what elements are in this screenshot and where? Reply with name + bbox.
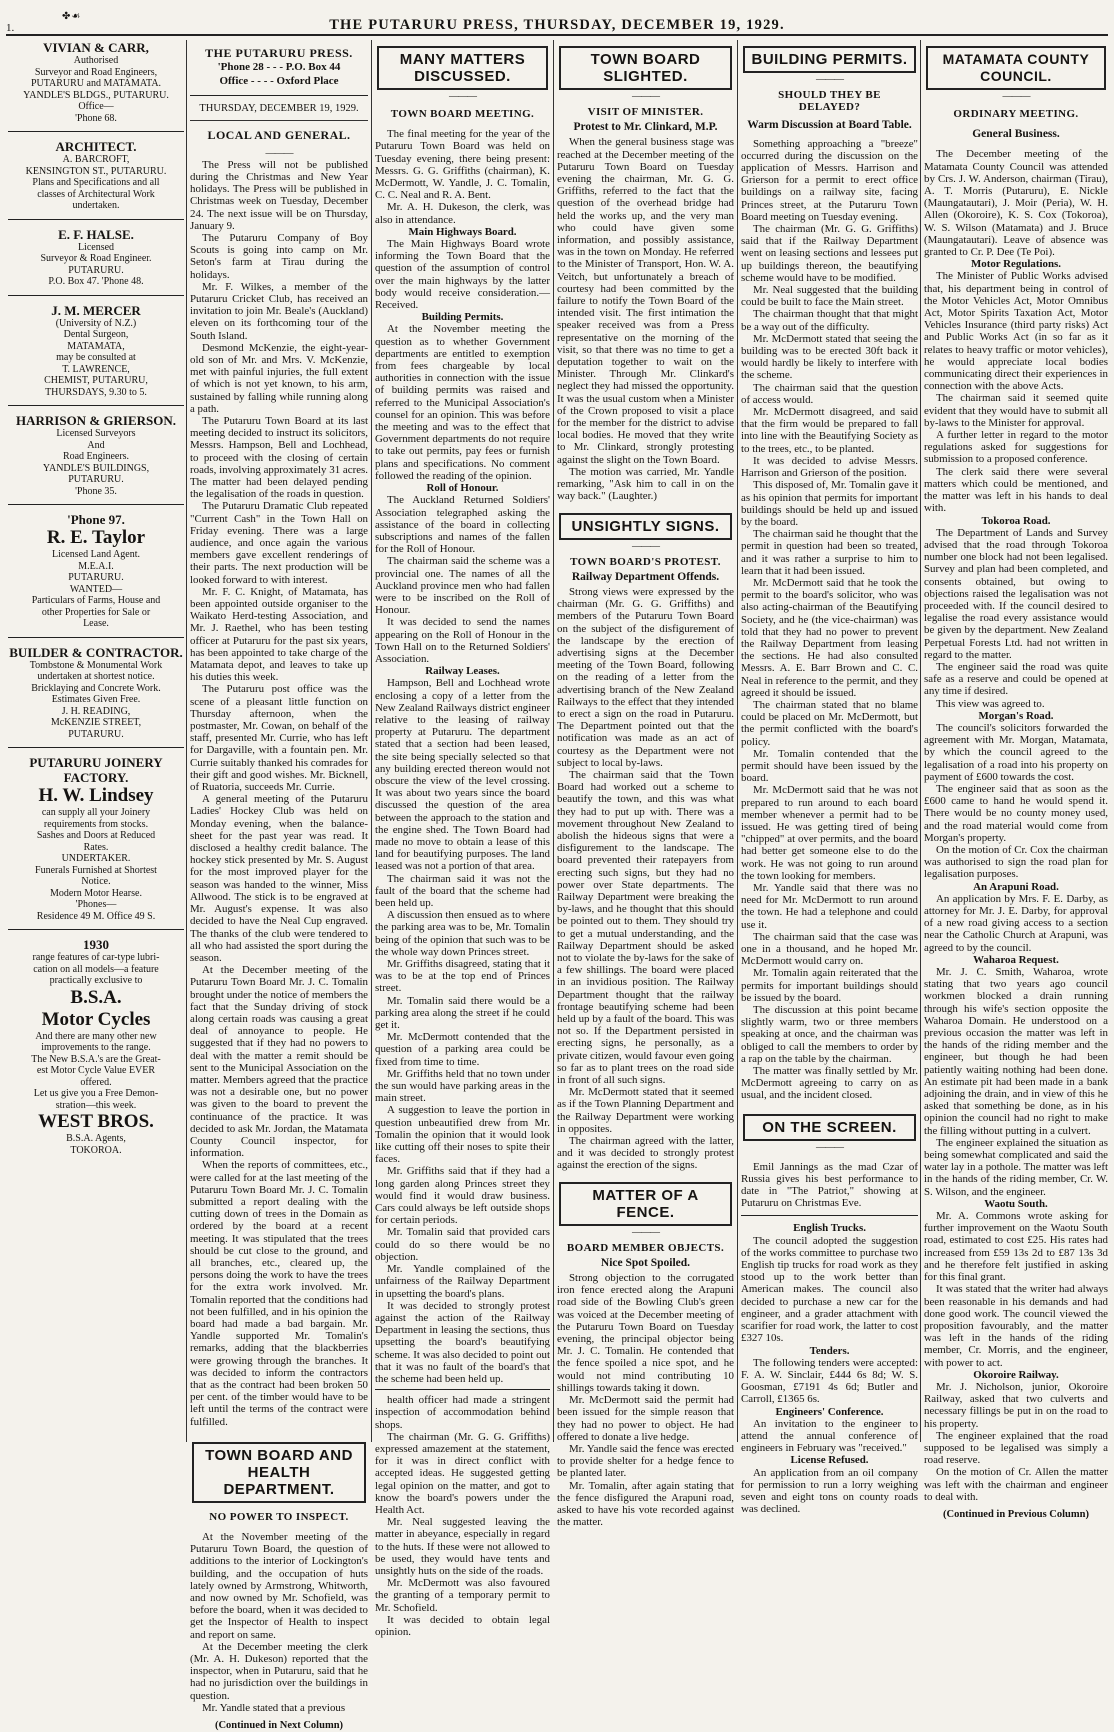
- ad-line: M.E.A.I.: [78, 560, 114, 572]
- article-paragraph: The chairman (Mr. G. G. Griffiths) said that if the Railway Department went on leasing sections and lessees put up buildings thereon, the beautifying scheme would have to be modified.: [741, 223, 918, 284]
- ad-line: CHEMIST, PUTARURU,: [44, 375, 148, 386]
- article-paragraph: health officer had made a stringent inspection of accommodation behind shops.: [375, 1394, 550, 1431]
- article-paragraph: Mr. Tomalin, after again stating that the fence disfigured the Arapuni road, asked to have his vote recorded against the matter.: [557, 1479, 734, 1529]
- advertisement: [8, 40, 184, 124]
- ad-pretitle: PUTARURU JOINERY FACTORY.: [29, 755, 163, 785]
- subhead-line: DELAYED?: [798, 101, 861, 114]
- headline-health-department: [192, 1442, 366, 1503]
- column-divider: [371, 40, 372, 1442]
- article-paragraph: Mr. Yandle complained of the unfairness of the Railway Department in upsetting the board's plans.: [375, 1263, 550, 1300]
- subhead-visit-minister: VISIT OF MINISTER.: [587, 106, 704, 118]
- article-paragraph: Mr. McDermott disagreed, and said that the firm would be prepared to fall into line with the Beautifying Society as to the trees, etc., to be planted.: [741, 406, 918, 455]
- section-subheading: Roll of Honour.: [426, 482, 499, 495]
- advertisement: [8, 645, 184, 741]
- subhead-town-board-meeting: TOWN BOARD MEETING.: [390, 108, 535, 120]
- column-advertisements: [8, 40, 184, 1442]
- advertisement: [8, 512, 184, 630]
- article-paragraph: Something approaching a "breeze" occurred during the discussion on the application of Messrs. Harrison and Grierson for a permit to erect office buildings on a railway site, facing Princes street, at the Putaruru Town Board meeting on Tuesday evening.: [741, 137, 918, 223]
- article-paragraph: The following tenders were accepted: F. A. W. Sinclair, £444 6s 8d; W. S. Goosman, £7191 4s 6d; Butler and Carroll, £1365 6s.: [741, 1356, 918, 1406]
- ad-line: T. LAWRENCE,: [62, 363, 130, 375]
- building-permits-body: [741, 138, 918, 1102]
- subhead-warm-discussion: Warm Discussion at Board Table.: [747, 119, 912, 132]
- ad-line: Licensed Land Agent.: [51, 549, 141, 560]
- article-paragraph: Mr. J. Nicholson, junior, Okoroire Railway, asked that two culverts and necessary fillings be put in on the road to his property.: [924, 1380, 1108, 1430]
- paper-header: [190, 40, 368, 88]
- county-body: [924, 148, 1108, 1503]
- article-paragraph: Mr. F. Wilkes, a member of the Putaruru Cricket Club, has received an invitation to join Mr. Beale's (Auckland) eleven on its forthcoming tour of the South Island.: [190, 280, 368, 342]
- article-paragraph: Mr. McDermott said that he took the permit to the board's solicitor, who was also acting-chairman of the Beautifying Society, and he (the vice-chairman) was told that they had no power to prevent the Railway Department from leasing the sections. He had also consulted Messrs. A. E. Barr Brown and C. C. Neal in reference to the permit, and they agreed it should be issued.: [741, 576, 918, 699]
- headline-line: HEALTH DEPARTMENT.: [223, 1463, 335, 1498]
- article-paragraph: Mr. McDermott said the permit had been issued for the simple reason that they had no power to object. He had offered to donate a live hedge.: [557, 1394, 734, 1443]
- article-paragraph: When the reports of committees, etc., were called for at the last meeting of the Putaruru Town Board Mr. J. C. Tomalin submitted a report dealing with the cutting down of trees in the Domain as ordered by the board at a recent meeting. It was stipulated that the trees should be cut close to the ground, and all branches, etc., cleared up, the persons doing the work to have the trees for the extra work involved. Mr. Tomalin reported that the conditions had not been fulfilled, and in his opinion the board had made a bad bargain. Mr. Yandle supported Mr. Tomalin's remarks, adding that the blackberries were growing through the branches. It was decided to inform the contractors that as the contract had been broken 50 per cent. of the timber would have to be left until the terms of the contract were fulfilled.: [190, 1159, 368, 1428]
- column-local-general: [190, 40, 368, 1732]
- ad-title: 1930: [83, 937, 109, 952]
- article-paragraph: The Main Highways Board wrote informing the Town Board that the question of the assumption of control over the main highways by the latter body would receive consideration.—Received.: [375, 238, 550, 312]
- article-paragraph: The Putaruru Town Board at its last meeting decided to instruct its solicitors, Messrs. Hampson, Bell and Lochhead, to proceed with the closing of certain roads, involving approximately 31 acres. The matter had been delayed pending the legalisation of the roads in question.: [190, 414, 368, 501]
- article-paragraph: Mr. McDermott stated that seeing the building was to be erected 30ft back it would hardly be likely to interfere with the scheme.: [741, 332, 918, 382]
- subhead-nice-spot: Nice Spot Spoiled.: [600, 1256, 691, 1269]
- ad-line: YANDLE'S BLDGS., PUTARURU.: [23, 89, 169, 101]
- article-paragraph: Mr. Tomalin said there would be a parking area along the street if he could get it.: [375, 994, 550, 1032]
- article-paragraph: The Department of Lands and Survey advised that the road through Tokoroa number one block had not been legalised. Survey and plan had been completed, and consents obtained, but owing to objections raised the legalisation was not proceeded with. If the council desired to legalise the road every assistance would be given by the department. New Zealand Perpetual Forests Ltd. had not written in regard to the matter.: [924, 526, 1108, 661]
- article-paragraph: At the December meeting the clerk (Mr. A. H. Dukeson) reported that the inspector, when in Putaruru, said that he had no jurisdiction over the buildings in question.: [190, 1640, 368, 1702]
- ad-line: Office—: [78, 101, 114, 112]
- ad-line: YANDLE'S BUILDINGS,: [42, 462, 150, 474]
- headline-on-the-screen: ON THE SCREEN.: [743, 1114, 916, 1141]
- article-paragraph: Mr. Griffiths disagreed, stating that it was to be at the top end of Princes street.: [375, 958, 550, 995]
- advertisement: [8, 755, 184, 922]
- divider-ornament: ———: [449, 91, 476, 102]
- ad-line: Particulars of Farms, House and: [31, 595, 161, 606]
- ad-line: Modern Motor Hearse.: [50, 887, 142, 899]
- article-paragraph: The chairman thought that that might be a way out of the difficulty.: [741, 308, 918, 333]
- article-paragraph: Mr. McDermott was also favoured the granting of a temporary permit to Mr. Schofield.: [375, 1577, 550, 1614]
- article-paragraph: Mr. Griffiths held that no town under the sun would have parking areas in the main street.: [375, 1067, 550, 1105]
- article-paragraph: At the November meeting the question as to whether Government departments are entitled to exemption from fees chargeable by local authorities in connection with the issue of building permits was raised and referred to the Municipal Association's counsel for an opinion. This was before the meeting and was to the effect that Government departments do not require to take out permits, pay fees or furnish plans and specifications. No comment followed the reading of the opinion.: [375, 323, 550, 482]
- ad-line: Notice.: [81, 876, 111, 887]
- article-paragraph: Mr. Yandle said the fence was erected to provide shelter for a hedge fence to be planted later.: [557, 1442, 734, 1480]
- article-paragraph: The council's solicitors forwarded the agreement with Mr. Morgan, Matamata, by which the council agreed to the legalisation of a road into his property on payment of £600 towards the cost.: [924, 721, 1108, 783]
- section-title-local-general: LOCAL AND GENERAL.: [207, 127, 351, 142]
- article-paragraph: Mr. Tomalin contended that the permit should have been issued by the board.: [741, 747, 918, 785]
- ad-title: BUILDER & CONTRACTOR.: [9, 644, 183, 660]
- article-paragraph: The chairman said that the Town Board had worked out a scheme to beautify the town, and this was what they had to put up with. There was a movement throughout New Zealand to abolish the hideous signs that were a disfigurement to the landscape. The board prevented their ratepayers from erecting such signs, but they had no power over State departments. The Railway Department were breaking the by-laws, and he thought that this should be pointed out to them. They should try to get a mutual understanding, and the Railway Department should be asked not to violate the by-laws for the sake of a few shillings. The board were placed in an invidious position. The Railway Department thought that the railway frontage beautifying scheme had been held up by a fault of the board. This was not so. If the Department persisted in erecting signs, he personally, as a private citizen, would favour even going so far as to plant trees on the road side in front of all such signs.: [557, 768, 734, 1087]
- subhead-should-they: [741, 89, 918, 113]
- article-paragraph: The chairman said that the case was one in a thousand, and he hoped Mr. McDermott would carry on.: [741, 930, 918, 968]
- headline-building-permits: BUILDING PERMITS.: [743, 46, 916, 73]
- ad-line: Let us give you a Free Demon-: [33, 1088, 159, 1099]
- ad-separator: [8, 219, 184, 220]
- article-paragraph: Mr. J. C. Smith, Waharoa, wrote stating that two years ago council workmen blocked a drain running through his wife's section opposite the Waharoa Domain. He understood on a previous occasion the matter was left in the hands of the riding member and the engineer, but though he had been patiently waiting nothing had been done. An estimate pit had been made in a bank adjoining the drain, and in view of this he asked that something be done, as in his opinion the council had no right to make the filling without putting in a culvert.: [924, 966, 1108, 1137]
- ad-line: Licensed Surveyors: [56, 428, 136, 439]
- ad-separator: [8, 929, 184, 930]
- advertisement: [8, 139, 184, 212]
- ornament-icon: ✤☙: [62, 11, 82, 22]
- article-paragraph: The motion was carried, Mr. Yandle remarking, "Ask him to call in on the way back." (Laughter.): [557, 465, 734, 503]
- subhead-board-member-objects: BOARD MEMBER OBJECTS.: [566, 1241, 725, 1254]
- article-paragraph: A suggestion to leave the portion in question unbeautified drew from Mr. Tomalin the opinion that it would look like cutting off their noses to spite their faces.: [375, 1104, 550, 1166]
- section-subheading: An Arapuni Road.: [973, 880, 1059, 893]
- ad-line: Estimates Given Free.: [51, 694, 141, 705]
- article-paragraph: It was decided to obtain legal opinion.: [375, 1613, 550, 1638]
- continued-note: (Continued in Next Column): [214, 1720, 344, 1732]
- ad-pretitle: 'Phone 97.: [67, 512, 125, 527]
- column-matamata-county: MATAMATA COUNTY COUNCIL. ——— ORDINARY MEETING. General Business. The December meeting of the Matamata County Council was attended by Crs. J. W. Anderson, chairman (Tirau), A. T. Morris (Putaruru), E. Nickle (Maungatautari), J. Moir (Peria), W. H. Allen (Okoroire), K. S. Cox (Tokoroa), W. S. Wilson (Matamata) and J. Bruce (Maungatautari). Leave of absence was granted to Cr. P. Dee (Te Poi). Motor Regulations. The Minister of Public Works advised that, his department being in control of the Motor Vehicles Act, Motor Omnibus Act, Motor Spirits Taxation Act, Motor Vehicles Insurance (third party risks) Act and Public Works Act (in so far as it relates to heavy traffic or motor vehicles), he would appreciate local bodies communicating direct their experiences in connection with the above Acts. The chairman said it seemed quite evident that they would have to submit all by-laws to the Minister for approval. A further letter in regard to the motor regulations asked for suggestions for submission to a proposed conference. The clerk said there were several matters which could be mentioned, and the matter was left in his hands to deal with. Tokoroa Road. The Department of Lands and Survey advised that the road through Tokoroa number one block had not been legalised. Survey and plan had been completed, and consents obtained, but owing to objections raised the legalisation was not proceeded with. If the council desired to legalise the road every assistance would be given by the department. New Zealand Perpetual Forests Ltd. had not written in regard to the matter. The engineer said the road was quite safe as a reserve and could be opened at any time if desired. This view was agreed to. Morgan's Road. The council's solicitors forwarded the agreement with Mr. Morgan, Matamata, by which the council agreed to the legalisation of a road into his property on payment of £600 towards the cost. The engineer said that as soon as the £600 came to hand he would spend it. There would be no county money used, and the road material would come from Morgan's property. On the motion of Cr. Cox the chairman was authorised to sign the road plan for legalisation purposes. An Arapuni Road. An application by Mrs. F. E. Darby, as attorney for Mr. J. E. Darby, for approval of a new road giving access to a section near the Catholic Church at Arapuni, was agreed to by the council. Waharoa Request. Mr. J. C. Smith, Waharoa, wrote stating that two years ago council workmen blocked a drain running through his wife's section opposite the Waharoa Domain. He understood on a previous occasion the matter was left in the hands of the riding member and the engineer, but though he had been patiently waiting nothing had been done. An estimate pit had been made in a bank adjoining the drain, and in view of this he asked that something be done, as in his opinion the council had no right to make the filling without putting in a culvert. The engineer explained the situation as being somewhat complicated and said the water lay in a pothole. The matter was left in the hands of the riding member, Cr. W. S. Wilson, and the engineer. Waotu South. Mr. A. Commons wrote asking for further improvement on the Waotu South road, estimated to cost £25. His rates had increased from £59 13s 2d to £87 13s 3d and he therefore felt justified in asking for this final grant. It was stated that the writer had always been reasonable in his demands and had done good work. The council viewed the proposition favourably, and the matter was left in the hands of the riding member, Cr. Morris, and the engineer, with power to act. Okoroire Railway. Mr. J. Nicholson, junior, Okoroire Railway, asked that two culverts and necessary fillings be put in on the road to his property. The engineer explained that the road supposed to be legalised was simply a road reserve. On the motion of Cr. Allen the matter was left with the chairman and engineer to deal with. (Continued in Previous Column): [924, 40, 1108, 1442]
- column-town-board-slighted: TOWN BOARD SLIGHTED. ——— VISIT OF MINISTER. Protest to Mr. Clinkard, M.P. When the general business stage was reached at the December meeting of the Putaruru Town Board on Tuesday evening the chairman, Mr. G. G. Griffiths, referred to the fact that the question of the overhead bridge had held the works up, and the very man who could have given some information, and possibly assistance, was in the town on Monday. He referred to the Minister of Transport, Hon. W. A. Veitch, but unfortunately a breach of courtesy had been committed by the failure to notify the Town Board of the intended visit. The first intimation the speaker received was from a Press representative on the morning of the visit, so that there was no time to get a deputation together to wait on the Minister. Through Mr. Clinkard's neglect they had missed the opportunity. It was the usual custom when a Minister of the Crown proposed to visit a place for the member for the district to advise local bodies. He moved that they write to Mr. Clinkard, strongly protesting against the slight on the Town Board. The motion was carried, Mr. Yandle remarking, "Ask him to call in on the way back." (Laughter.) UNSIGHTLY SIGNS. ——— TOWN BOARD'S PROTEST. Railway Department Offends. Strong views were expressed by the chairman (Mr. G. G. Griffiths) and members of the Putaruru Town Board on the subject of the disfigurement of the landscape by the erection of advertising signs at the December meeting of the Town Board, following on the reading of a letter from the advertising branch of the New Zealand Railways to the effect that they intended to erect a sign on the road in Putaruru. The Department pointed out that the notification was made as an act of courtesy as the Department were not subject to local by-laws. The chairman said that the Town Board had worked out a scheme to beautify the town, and this was what they had to put up with. There was a movement throughout New Zealand to abolish the hideous signs that were a disfigurement to the landscape. The board prevented their ratepayers from erecting such signs, but they had no power over State departments. The Railway Department were breaking the by-laws, and he thought that this should be pointed out to them. They should try to get a mutual understanding, and the Railway Department should be asked not to violate the by-laws for the sake of a few shillings. The board were placed in an invidious position. The Railway Department thought that the railway frontage beautifying scheme had been held up by a fault of the board. This was not so. If the Department persisted in erecting signs, he personally, as a private citizen, would favour even going so far as to plant trees on the road side in front of all such signs. Mr. McDermott stated that it seemed as if the Town Planning Department and the Railway Department were working in opposites. The chairman agreed with the latter, and it was decided to strongly protest against the erection of the signs. MATTER OF A FENCE. ——— BOARD MEMBER OBJECTS. Nice Spot Spoiled. Strong objection to the corrugated iron fence erected along the Arapuni road side of the Bowling Club's green was voiced at the December meeting of the Putaruru Town Board on Tuesday evening, the principal objector being Mr. J. C. Tomalin. He contended that the fence spoiled a nice spot, and he would not mind contributing 10 shillings towards taking it down. Mr. McDermott said the permit had been issued for the simple reason that they had no power to object. He had offered to donate a live hedge. Mr. Yandle said the fence was erected to provide shelter for a hedge fence to be planted later. Mr. Tomalin, after again stating that the fence disfigured the Arapuni road, asked to have his vote recorded against the matter.: [557, 40, 734, 1442]
- article-paragraph: The chairman (Mr. G. G. Griffiths) expressed amazement at the statement, for it was in direct conflict with accepted ideas. He suggested getting legal opinion on the matter, and got to know the board's powers under the Health Act.: [375, 1430, 550, 1516]
- headline-matter-of-fence: MATTER OF A FENCE.: [559, 1182, 732, 1226]
- article-paragraph: At the December meeting of the Putaruru Town Board Mr. J. C. Tomalin brought under the notice of members the fact that the Sunday driving of stock along certain roads was causing a great deal of annoyance to people. He suggested that if they had no powers to deal with the matter a remit should be sent to the Municipal Association on the matter. Members agreed that the practice was not a desirable one, but no power was given to the board to prevent the continuance of the practice. It was decided to ask Mr. Jordan, the Matamata County Council inspector, for information.: [190, 964, 368, 1160]
- article-paragraph: Strong objection to the corrugated iron fence erected along the Arapuni road side of the Bowling Club's green was voiced at the December meeting of the Putaruru Town Board on Tuesday evening, the principal objector being Mr. J. C. Tomalin. He contended that the fence spoiled a nice spot, and he would not mind contributing 10 shillings towards taking it down.: [557, 1272, 734, 1394]
- unsightly-signs-body: [557, 586, 734, 1172]
- ad-line: Authorised: [73, 55, 119, 66]
- ad-line: McKENZIE STREET,: [50, 717, 142, 728]
- ad-line: WANTED—: [69, 583, 123, 595]
- article-paragraph: The Putaruru post office was the scene of a pleasant little function on Thursday afternoon, when the postmaster, Mr. Cowan, on behalf of the staff, presented Mr. Currie, who has left for Dargaville, with a fountain pen. Mr. Currie suitably thanked his comrades for their gift and good wishes. Mr. Bicknell, of Ruatoria, succeeds Mr. Currie.: [190, 683, 368, 794]
- article-paragraph: On the motion of Cr. Allen the matter was left with the chairman and engineer to deal with.: [924, 1466, 1108, 1503]
- article-paragraph: The engineer said that as soon as the £600 came to hand he would spend it. There would be no county money used, and the road material would come from Morgan's property.: [924, 782, 1108, 844]
- column-divider: [186, 40, 187, 1442]
- section-subheading: Motor Regulations.: [971, 258, 1061, 271]
- headline-matamata-county: MATAMATA COUNTY COUNCIL.: [926, 46, 1106, 90]
- article-paragraph: An application from an oil company for permission to run a lorry weighing seven and eight tons on county roads was declined.: [741, 1466, 918, 1516]
- headline-unsightly-signs: UNSIGHTLY SIGNS.: [559, 513, 732, 540]
- section-subheading: English Trucks.: [793, 1222, 866, 1235]
- subhead-no-power: NO POWER TO INSPECT.: [209, 1510, 349, 1523]
- subhead-protest-clinkard: Protest to Mr. Clinkard, M.P.: [573, 121, 718, 134]
- section-subheading: Building Permits.: [421, 311, 504, 324]
- article-paragraph: An invitation to the engineer to attend the annual conference of engineers in February was "received.": [741, 1417, 918, 1455]
- ad-line: offered.: [80, 1076, 112, 1088]
- ad-separator: [8, 295, 184, 296]
- ad-title: HARRISON & GRIERSON.: [16, 413, 176, 428]
- article-paragraph: Desmond McKenzie, the eight-year-old son of Mr. and Mrs. V. McKenzie, met with painful injuries, the full extent of which is not yet known, to his arm, sustained by falling while running along a path.: [190, 341, 368, 415]
- advertisement: [8, 413, 184, 497]
- column-divider: [920, 40, 921, 1442]
- ad-line: TOKOROA.: [70, 1144, 122, 1156]
- article-paragraph: The engineer explained the situation as being somewhat complicated and said the water lay in a pothole. The matter was left in the hands of the riding member, Cr. W. S. Wilson, and the engineer.: [924, 1136, 1108, 1198]
- article-paragraph: It was stated that the writer had always been reasonable in his demands and had done good work. The council viewed the proposition favourably, and the matter was left in the hands of the riding member, Cr. Morris, and the engineer, with power to act.: [924, 1283, 1108, 1369]
- ad-line: The New B.S.A.'s are the Great-: [31, 1053, 161, 1065]
- ad-line: 'Phone 68.: [75, 112, 117, 124]
- ad-separator: [8, 405, 184, 406]
- ad-line: UNDERTAKER.: [61, 853, 131, 864]
- advertisement: [8, 227, 184, 288]
- article-paragraph: The chairman said the scheme was a provincial one. The names of all the Auckland province men who had fallen were to be inscribed on the Roll of Honour.: [375, 555, 550, 617]
- ad-line: est Motor Cycle Value EVER: [36, 1065, 156, 1076]
- ad-separator: [8, 131, 184, 132]
- section-subheading: Waharoa Request.: [973, 953, 1059, 966]
- ad-separator: [8, 747, 184, 748]
- ad-line: practically exclusive to: [49, 975, 143, 986]
- ad-line: Surveyor & Road Engineer.: [40, 253, 152, 264]
- section-subheading: Tenders.: [809, 1344, 850, 1357]
- ad-line: undertaken at shortest notice.: [37, 671, 155, 682]
- article-paragraph: The matter was finally settled by Mr. McDermott agreeing to carry on as usual, and the incident closed.: [741, 1065, 918, 1102]
- ad-line: Dental Surgeon,: [63, 329, 129, 340]
- article-paragraph: Mr. McDermott contended that the question of a parking area could be fixed from time to time.: [375, 1031, 550, 1068]
- ad-line: (University of N.Z.): [55, 317, 137, 329]
- section-subheading: Tokoroa Road.: [981, 514, 1051, 527]
- article-paragraph: Mr. Tomalin again reiterated that the permits for important buildings should be issued by the board.: [741, 967, 918, 1004]
- divider-ornament: ———: [265, 147, 293, 159]
- article-paragraph: A discussion then ensued as to where the parking area was to be, Mr. Tomalin being of the opinion that such was to be the whole way down Princes street.: [375, 909, 550, 958]
- masthead-title: THE PUTARURU PRESS, THURSDAY, DECEMBER 19, 1929.: [329, 17, 785, 33]
- ad-title: E. F. HALSE.: [58, 226, 134, 242]
- article-paragraph: A general meeting of the Putaruru Ladies' Hockey Club was held on Monday evening, when the balance-sheet for the past year was read. It disclosed a healthy credit balance. The hockey stick presented by Mr. S. August for the most improved player for the season was handed to the winner, Miss Allwood. The stick is to be engraved at Mr. August's expense. It was also decided to have the Neal Cup engraved. The thanks of the club were tendered to all who had assisted the sport during the season.: [190, 793, 368, 964]
- ad-line: Bricklaying and Concrete Work.: [31, 682, 161, 694]
- article-paragraph: Strong views were expressed by the chairman (Mr. G. G. Griffiths) and members of the Putaruru Town Board on the subject of the disfigurement of the landscape by the erection of advertising signs at the December meeting of the Town Board, following on the reading of a letter from the advertising branch of the New Zealand Railways to the effect that they intended to erect a sign on the road in Putaruru. The Department pointed out that the notification was made as an act of courtesy as the Department were not subject to local by-laws.: [557, 585, 734, 769]
- article-paragraph: The clerk said there were several matters which could be mentioned, and the matter was left in his hands to deal with.: [924, 465, 1108, 515]
- ad-title: VIVIAN & CARR,: [43, 40, 149, 55]
- article-paragraph: The chairman said it seemed quite evident that they would have to submit all by-laws to the Minister for approval.: [924, 392, 1108, 429]
- article-paragraph: Mr. F. C. Knight, of Matamata, has been appointed outside organiser to the Waikato Herd-testing Association, and Mr. J. Raethel, who has been testing officer at Putaruru for the past six years, has been appointed to take charge of the Matamata depot, and leaves to take up his duties this week.: [190, 585, 368, 684]
- ad-line: classes of Architectural Work: [37, 188, 155, 200]
- section-subheading: Railway Leases.: [425, 665, 500, 678]
- ad-title: R. E. Taylor: [46, 527, 146, 548]
- article-paragraph: It was decided to advise Messrs. Harrison and Grierson of the position.: [741, 454, 918, 480]
- article-paragraph: The chairman stated that no blame could be placed on Mr. McDermott, but the permit conflicted with the board's policy.: [741, 698, 918, 748]
- article-paragraph: Mr. McDermott stated that it seemed as if the Town Planning Department and the Railway Department were working in opposites.: [557, 1086, 734, 1135]
- health-department-body: [190, 1531, 368, 1714]
- section-subheading: Main Highways Board.: [408, 225, 517, 238]
- article-paragraph: Hampson, Bell and Lochhead wrote enclosing a copy of a letter from the New Zealand Railways district engineer relative to the leasing of railway property at Putaruru. The department stated that a section had been leased, the site being specially selected so that any building erected thereon would not obscure the view of the level crossing. It was about two years since the board discussed the question of the area between the approach to the station and the engine shed. The Town Board had made no move to obtain a lease of this land for beautifying purposes. The land leased was not a portion of that area.: [375, 677, 550, 873]
- subhead-town-boards-protest: TOWN BOARD'S PROTEST.: [570, 555, 721, 568]
- subhead-ordinary-meeting: ORDINARY MEETING.: [953, 108, 1079, 120]
- subhead-general-business: General Business.: [972, 128, 1060, 141]
- section-subheading: Morgan's Road.: [978, 709, 1054, 722]
- paper-name: THE PUTARURU PRESS.: [205, 46, 353, 60]
- article-paragraph: Mr. Yandle stated that a previous: [202, 1701, 346, 1714]
- section-subheading: License Refused.: [790, 1454, 869, 1467]
- ad-line: Road Engineers.: [62, 451, 130, 462]
- column-building-permits: BUILDING PERMITS. ——— SHOULD THEY BE DELAYED? Warm Discussion at Board Table. Something approaching a "breeze" occurred during the discussion on the application of Messrs. Harrison and Grierson for a permit to erect office buildings on a railway site, facing Princes street, at the Putaruru Town Board meeting on Tuesday evening. The chairman (Mr. G. G. Griffiths) said that if the Railway Department went on leasing sections and lessees put up buildings thereon, the beautifying scheme would have to be modified. Mr. Neal suggested that the building could be built to face the Main street. The chairman thought that that might be a way out of the difficulty. Mr. McDermott stated that seeing the building was to be erected 30ft back it would hardly be likely to interfere with the scheme. The chairman said that the question of access would. Mr. McDermott disagreed, and said that the firm would be prepared to fall into line with the Beautifying Society as to the trees, etc., to be planted. It was decided to advise Messrs. Harrison and Grierson of the position. This disposed of, Mr. Tomalin gave it as his opinion that permits for important buildings should be held up and issued by the board. The chairman said he thought that the permit in question had been so treated, and it was rather a surprise to him to learn that it had been issued. Mr. McDermott said that he took the permit to the board's solicitor, who was also acting-chairman of the Beautifying Society, and he (the vice-chairman) was told that they had no power to prevent the Railway Department from leasing the sections. He had also consulted Messrs. A. E. Barr Brown and C. C. Neal in reference to the permit, and they agreed it should be issued. The chairman stated that no blame could be placed on Mr. McDermott, but the permit conflicted with the board's policy. Mr. Tomalin contended that the permit should have been issued by the board. Mr. McDermott said that he was not prepared to run around to each board member whenever a permit had to be issued. He was getting tired of being "chipped" at over permits, and the board had better get someone else to do the work. He was not going to run around the town looking for members. Mr. Yandle said that there was no need for Mr. McDermott to run around the town. He had a telephone and could use it. The chairman said that the case was one in a thousand, and he hoped Mr. McDermott would carry on. Mr. Tomalin again reiterated that the permits for important buildings should be issued by the board. The discussion at this point became slightly warm, two or three members speaking at once, and the chairman was obliged to call the members to order by a rap on the table by the chairman. The matter was finally settled by Mr. McDermott agreeing to carry on as usual, and the incident closed. ON THE SCREEN. ——— Emil Jannings as the mad Czar of Russia gives his best performance to date in "The Patriot," showing at Putaruru on Christmas Eve. English Trucks. The council adopted the suggestion of the works committee to purchase two English tip trucks for road work as they stood up to the work better than American makes. The council also decided to purchase a new car for the engineer, and a grader attachment with scarifier for road work, the latter to cost £327 10s. Tenders. The following tenders were accepted: F. A. W. Sinclair, £444 6s 8d; W. S. Goosman, £7191 4s 6d; Butler and Carroll, £1365 6s. Engineers' Conference. An invitation to the engineer to attend the annual conference of engineers in February was "received." License Refused. An application from an oil company for permission to run a lorry weighing seven and eight tons on county roads was declined.: [741, 40, 918, 1442]
- ad-line: PUTARURU.: [68, 572, 124, 583]
- article-paragraph: The chairman said he thought that the permit in question had been so treated, and it was rather a surprise to him to learn that it had been issued.: [741, 528, 918, 577]
- ad-line: improvements to the range.: [41, 1042, 151, 1053]
- ad-line: Surveyor and Road Engineers,: [34, 66, 158, 78]
- article-paragraph: The December meeting of the Matamata County Council was attended by Crs. J. W. Anderson, chairman (Tirau), A. T. Morris (Putaruru), E. Nickle (Maungatautari), J. Moir (Peria), W. H. Allen (Okoroire), K. S. Cox (Tokoroa), W. S. Wilson (Matamata) and J. Bruce (Maungatautari). Leave of absence was granted to Cr. P. Dee (Te Poi).: [924, 148, 1108, 259]
- ad-line: requirements from stocks.: [43, 818, 149, 830]
- article-paragraph: The engineer said the road was quite safe as a reserve and could be opened at any time if desired.: [924, 660, 1108, 698]
- section-subheading: Waotu South.: [984, 1197, 1048, 1210]
- ad-line: Rates.: [83, 841, 109, 853]
- article-paragraph: Mr. Neal suggested leaving the matter in abeyance, especially in regard to the huts. If these were not allowed to be used, they would have tents and unsightly huts on the side of the roads.: [375, 1516, 550, 1577]
- ad-line: PUTARURU.: [68, 264, 124, 276]
- column-divider: [737, 40, 738, 1442]
- subhead-line: SHOULD THEY BE: [778, 89, 881, 101]
- article-paragraph: At the November meeting of the Putaruru Town Board, the question of additions to the interior of Lockington's building, and the occupation of huts lately owned by Armstrong, Whitworth, and now owned by Mr. Schofield, was before the board, when it was decided to get the Inspector of Health to inspect and report on same.: [190, 1531, 368, 1641]
- ad-line: P.O. Box 47. 'Phone 48.: [48, 276, 144, 287]
- ad-line: PUTARURU and MATAMATA.: [30, 78, 162, 89]
- headline-many-matters: MANY MATTERS DISCUSSED.: [377, 46, 548, 90]
- advertisement: [8, 937, 184, 1156]
- ad-line: other Properties for Sale or: [41, 606, 151, 618]
- ad-line: KENSINGTON ST., PUTARURU.: [25, 165, 167, 177]
- article-paragraph: The discussion at this point became slightly warm, two or three members speaking at once, and the chairman was obliged to call the members to order by a rap on the table by the chairman.: [741, 1004, 918, 1065]
- ad-line: Licensed: [77, 241, 115, 253]
- paper-phone: 'Phone 28 - - - P.O. Box 44: [217, 61, 341, 73]
- section-subheading: Okoroire Railway.: [973, 1368, 1059, 1381]
- county-continued-body: [741, 1222, 918, 1515]
- article-paragraph: The engineer explained that the road supposed to be legalised was simply a road reserve.: [924, 1429, 1108, 1467]
- article-paragraph: Mr. A. H. Dukeson, the clerk, was also in attendance.: [375, 201, 550, 226]
- article-paragraph: The Auckland Returned Soldiers' Association telegraphed asking the assistance of the board in collecting subscriptions and names of the fallen for the Roll of Honour.: [375, 494, 550, 556]
- column-many-matters: [375, 40, 550, 1638]
- ad-line: cation on all models—a feature: [33, 963, 159, 975]
- ad-line: stration—this week.: [55, 1099, 137, 1111]
- fence-body: [557, 1272, 734, 1528]
- masthead-rule: [6, 34, 1108, 36]
- ad-line: PUTARURU.: [68, 728, 124, 740]
- ad-line: J. H. READING,: [61, 705, 131, 717]
- ad-line: MATAMATA,: [67, 340, 125, 352]
- on-the-screen-body: [741, 1161, 918, 1210]
- article-paragraph: A further letter in regard to the motor regulations asked for suggestions for submission to a proposed conference.: [924, 429, 1108, 466]
- article-paragraph: This view was agreed to.: [936, 697, 1045, 710]
- ad-line: THURSDAYS, 9.30 to 5.: [45, 386, 147, 398]
- article-paragraph: An application by Mrs. F. E. Darby, as attorney for Mr. J. E. Darby, for approval of a new road giving access to a section near the Catholic Church at Arapuni, was agreed to by the council.: [924, 892, 1108, 954]
- article-paragraph: The chairman agreed with the latter, and it was decided to strongly protest against the erection of the signs.: [557, 1135, 734, 1172]
- article-paragraph: When the general business stage was reached at the December meeting of the Putaruru Town Board on Tuesday evening the chairman, Mr. G. G. Griffiths, referred to the fact that the question of the overhead bridge had held the works up, and the very man who could have given some information, and possibly assistance, was in the town on Monday. He referred to the Minister of Transport, Hon. W. A. Veitch, but unfortunately a breach of courtesy had been committed by the failure to notify the Town Board of the intended visit. The first intimation the speaker received was from a Press representative on the morning of the visit, so that there was no time to get a deputation together to wait on the Minister. Through Mr. Clinkard's neglect they had missed the opportunity. It was the usual custom when a Minister of the Crown proposed to visit a place for the member for the district to advise local bodies. He moved that they write to Mr. Clinkard, strongly protesting against the slight on the Town Board.: [557, 136, 734, 466]
- ad-line: Sashes and Doors at Reduced: [36, 830, 156, 841]
- ad-brand: Motor Cycles: [41, 1008, 151, 1030]
- ad-line: can supply all your Joinery: [41, 807, 151, 818]
- article-paragraph: The Press will not be published during the Christmas and New Year holidays. The Press will be published in Christmas week on Tuesday, December 24. The next issue will be on Thursday, January 9.: [190, 158, 368, 232]
- ad-title: H. W. Lindsey: [38, 785, 154, 806]
- ad-line: And: [87, 439, 105, 451]
- continued-note: (Continued in Previous Column): [943, 1508, 1089, 1520]
- paper-office: Office - - - - Oxford Place: [219, 75, 339, 87]
- advertisement: [8, 303, 184, 399]
- article-paragraph: On the motion of Cr. Cox the chairman was authorised to sign the road plan for legalisation purposes.: [924, 843, 1108, 881]
- article-paragraph: Mr. Tomalin said that provided cars could do so there would be no objection.: [375, 1226, 550, 1263]
- ad-line: range features of car-type lubri-: [32, 952, 160, 963]
- article-paragraph: It was decided to strongly protest against the action of the Railway Department in leasing the sections, thus upsetting the board's beautifying scheme. It was also decided to point out that it was no fault of the board's that the scheme had been held up.: [375, 1299, 550, 1385]
- many-matters-body: [375, 128, 550, 1385]
- column-divider: [553, 40, 554, 1442]
- article-paragraph: It was decided to send the names appearing on the Roll of Honour in the Town Hall on to the Returned Soldiers' Association.: [375, 616, 550, 665]
- article-paragraph: The council adopted the suggestion of the works committee to purchase two English tip trucks for road work as they stood up to the work better than American makes. The council also decided to purchase a new car for the engineer, and a grader attachment with scarifier for road work, the latter to cost £327 10s.: [741, 1234, 918, 1345]
- article-paragraph: The chairman said it was not the fault of the board that the scheme had been held up.: [375, 872, 550, 909]
- ad-line: A. BARCROFT,: [62, 154, 130, 165]
- article-paragraph: The Minister of Public Works advised that, his department being in control of the Motor Vehicles Act, Motor Omnibus Act, Motor Spirits Taxation Act, Motor Vehicles Insurance (third party risks) Act and Public Works Act (in so far as it relates to heavy traffic or motor vehicles), he would appreciate local bodies communicating direct their experiences in connection with the above Acts.: [924, 270, 1108, 393]
- page-number: 1.: [6, 22, 15, 34]
- ad-line: Lease.: [83, 618, 109, 629]
- ad-line: Residence 49 M. Office 49 S.: [36, 910, 156, 922]
- ad-line: B.S.A. Agents,: [66, 1133, 126, 1144]
- ad-line: may be consulted at: [56, 352, 136, 363]
- article-paragraph: The Putaruru Company of Boy Scouts is going into camp on Mr. Seton's farm at Tirau during the holidays.: [190, 231, 368, 281]
- article-paragraph: The chairman said that the question of access would.: [741, 381, 918, 406]
- ad-line: Plans and Specifications and all: [32, 177, 160, 188]
- ad-line: 'Phones—: [75, 899, 117, 910]
- ad-line: PUTARURU.: [68, 474, 124, 485]
- health-continued-body: [375, 1394, 550, 1638]
- ad-brand: B.S.A.: [70, 986, 122, 1008]
- article-paragraph: Mr. Neal suggested that the building could be built to face the Main street.: [741, 284, 918, 309]
- article-paragraph: Emil Jannings as the mad Czar of Russia gives his best performance to date in "The Patriot," showing at Putaruru on Christmas Eve.: [741, 1160, 918, 1210]
- article-paragraph: Mr. Griffiths said that if they had a long garden along Princes street they would find it would draw business. Cars could always be left outside shops for certain periods.: [375, 1165, 550, 1227]
- article-paragraph: Mr. A. Commons wrote asking for further improvement on the Waotu South road, estimated to cost £25. His rates had increased from £59 13s 2d to £87 13s 3d and he therefore felt justified in asking for this final grant.: [924, 1210, 1108, 1284]
- dateline: THURSDAY, DECEMBER 19, 1929.: [199, 103, 359, 114]
- ad-line: undertaken.: [72, 200, 120, 211]
- ad-signature: WEST BROS.: [38, 1111, 154, 1132]
- ad-line: Tombstone & Monumental Work: [29, 659, 163, 671]
- ad-title: ARCHITECT.: [55, 139, 137, 154]
- headline-town-board-slighted: TOWN BOARD SLIGHTED.: [559, 46, 732, 90]
- slighted-body: [557, 136, 734, 502]
- ad-separator: [8, 637, 184, 638]
- ad-title: J. M. MERCER: [51, 302, 141, 318]
- article-paragraph: Mr. Yandle said that there was no need for Mr. McDermott to run around the town. He had a telephone and could use it.: [741, 882, 918, 931]
- ad-line: And there are many other new: [35, 1030, 157, 1042]
- section-subheading: Engineers' Conference.: [775, 1405, 884, 1418]
- ad-line: Funerals Furnished at Shortest: [35, 864, 157, 876]
- article-paragraph: Mr. McDermott said that he was not prepared to run around to each board member whenever a permit had to be issued. He was getting tired of being "chipped" at over permits, and the board had better get someone else to do the work. He was not going to run around the town looking for members.: [741, 784, 918, 882]
- local-general-body: [190, 159, 368, 1428]
- ad-line: 'Phone 35.: [75, 485, 117, 497]
- article-paragraph: The Putaruru Dramatic Club repeated "Current Cash" in the Town Hall on Friday evening. There was a large audience, and once again the various members gave excellent renderings of their parts. The next production will be looked forward to with interest.: [190, 500, 368, 586]
- headline-line: TOWN BOARD AND: [205, 1446, 353, 1464]
- article-paragraph: The final meeting for the year of the Putaruru Town Board was held on Tuesday evening, there being present: Messrs. G. G. Griffiths (chairman), K. McDermott, W. Yandle, J. C. Tomalin, C. C. Neal and R. A. Bent.: [375, 128, 550, 202]
- subhead-railway-offends: Railway Department Offends.: [571, 570, 720, 583]
- ad-separator: [8, 504, 184, 505]
- article-paragraph: This disposed of, Mr. Tomalin gave it as his opinion that permits for important buildings should be held up and issued by the board.: [741, 479, 918, 528]
